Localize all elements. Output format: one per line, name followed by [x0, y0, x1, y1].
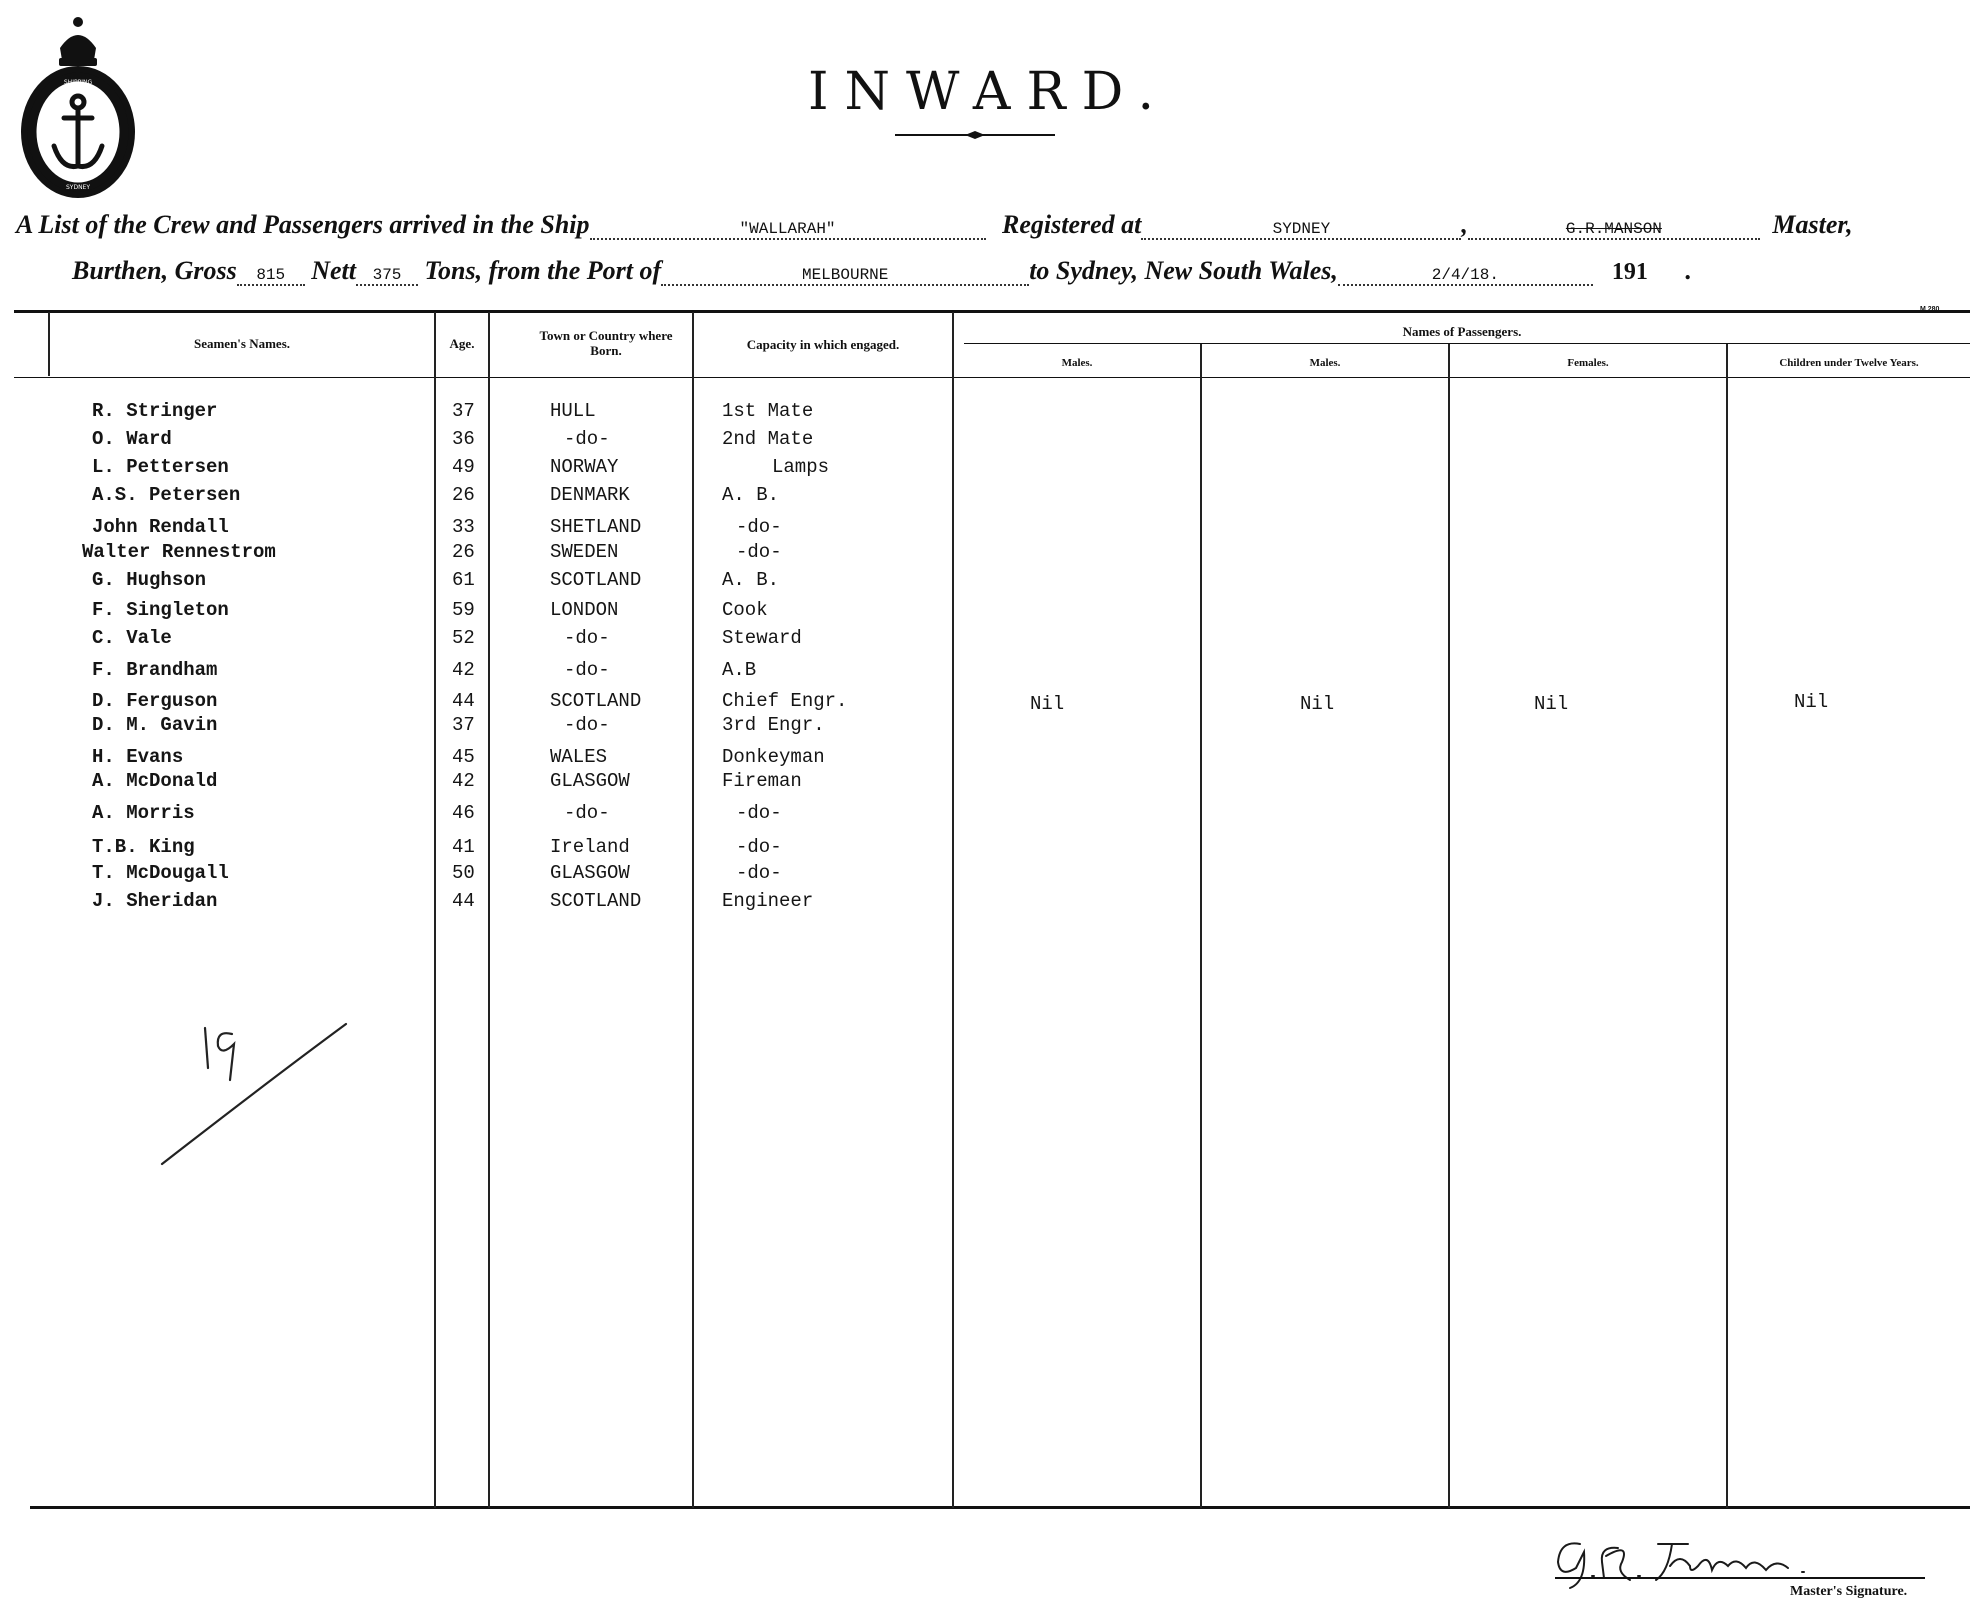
seaman-capacity: Lamps — [772, 456, 830, 478]
seaman-name: F. Singleton — [92, 599, 229, 621]
registered-port-field: SYDNEY — [1141, 220, 1461, 240]
passengers-males-2-value: Nil — [1300, 693, 1335, 715]
passenger-group-rule — [964, 343, 1970, 344]
seaman-capacity: -do- — [736, 541, 782, 563]
col-header-age: Age. — [449, 336, 475, 351]
seaman-age: 37 — [452, 400, 475, 422]
burthen-label: Burthen, Gross — [72, 256, 237, 285]
seaman-capacity: -do- — [736, 516, 782, 538]
seaman-name: C. Vale — [92, 627, 172, 649]
seaman-age: 45 — [452, 746, 475, 768]
seaman-age: 49 — [452, 456, 475, 478]
seaman-birthplace: DENMARK — [550, 484, 630, 506]
seaman-age: 61 — [452, 569, 475, 591]
seaman-birthplace: GLASGOW — [550, 770, 630, 792]
list-description: A List of the Crew and Passengers arrived in the Ship — [16, 210, 590, 239]
ship-name-field: "WALLARAH" — [590, 220, 986, 240]
seaman-birthplace: SCOTLAND — [550, 690, 642, 712]
seaman-capacity: -do- — [736, 862, 782, 884]
seaman-name: L. Pettersen — [92, 456, 229, 478]
seaman-age: 44 — [452, 890, 475, 912]
seaman-birthplace: SCOTLAND — [550, 569, 642, 591]
seaman-capacity: A.B — [722, 659, 757, 681]
seaman-age: 50 — [452, 862, 475, 884]
gross-tons-field: 815 — [237, 266, 305, 286]
page-title: INWARD. — [808, 62, 1170, 122]
seaman-birthplace: -do- — [564, 659, 610, 681]
seaman-name: John Rendall — [92, 516, 229, 538]
col-rule — [1448, 344, 1450, 1508]
seaman-capacity: 1st Mate — [722, 400, 814, 422]
seaman-capacity: A. B. — [722, 484, 780, 506]
header-bottom-rule — [14, 377, 1970, 378]
seaman-name: J. Sheridan — [92, 890, 218, 912]
svg-text:SHIPPING: SHIPPING — [63, 79, 93, 86]
col-header-seamen-names: Seamen's Names. — [193, 336, 291, 351]
seaman-age: 33 — [452, 516, 475, 538]
seaman-birthplace: WALES — [550, 746, 608, 768]
col-header-males-1: Males. — [1061, 357, 1093, 369]
tons-from-port-label: Tons, from the Port of — [424, 256, 662, 285]
year-field: 191 — [1611, 259, 1648, 285]
seaman-name: F. Brandham — [92, 659, 218, 681]
to-sydney-label: to Sydney, New South Wales, — [1029, 256, 1338, 285]
seaman-name: A.S. Petersen — [92, 484, 241, 506]
header-line-2 — [72, 256, 1692, 286]
passengers-children-value: Nil — [1794, 691, 1829, 713]
seaman-birthplace: Ireland — [550, 836, 630, 858]
col-header-males-2: Males. — [1309, 357, 1341, 369]
seaman-capacity: 2nd Mate — [722, 428, 814, 450]
nett-tons-field: 375 — [356, 266, 418, 286]
col-rule — [1726, 344, 1728, 1508]
seaman-capacity: Chief Engr. — [722, 690, 848, 712]
seaman-name: D. Ferguson — [92, 690, 218, 712]
seaman-age: 42 — [452, 659, 475, 681]
seaman-capacity: Donkeyman — [722, 746, 825, 768]
seaman-birthplace: -do- — [564, 714, 610, 736]
table-bottom-rule — [30, 1506, 1970, 1509]
registered-label: Registered at — [1002, 210, 1142, 239]
seaman-capacity: 3rd Engr. — [722, 714, 825, 736]
seaman-age: 36 — [452, 428, 475, 450]
year-dot: . — [1685, 256, 1692, 285]
seaman-age: 46 — [452, 802, 475, 824]
seaman-birthplace: -do- — [564, 627, 610, 649]
seaman-age: 37 — [452, 714, 475, 736]
seaman-birthplace: LONDON — [550, 599, 619, 621]
seaman-birthplace: -do- — [564, 428, 610, 450]
master-name-field: G.R.MANSON — [1468, 220, 1760, 240]
seaman-capacity: Engineer — [722, 890, 814, 912]
seaman-capacity: -do- — [736, 836, 782, 858]
seaman-name: A. McDonald — [92, 770, 218, 792]
seaman-capacity: Fireman — [722, 770, 802, 792]
col-header-capacity: Capacity in which engaged. — [746, 337, 900, 352]
seaman-birthplace: GLASGOW — [550, 862, 630, 884]
signature-rule — [1555, 1577, 1925, 1579]
seaman-capacity: -do- — [736, 802, 782, 824]
seaman-name: Walter Rennestrom — [82, 541, 276, 563]
col-header-children: Children under Twelve Years. — [1779, 357, 1919, 369]
seaman-birthplace: NORWAY — [550, 456, 619, 478]
seaman-age: 41 — [452, 836, 475, 858]
seaman-capacity: Steward — [722, 627, 802, 649]
seaman-name: A. Morris — [92, 802, 195, 824]
col-header-females: Females. — [1567, 357, 1609, 369]
masters-signature-label: Master's Signature. — [1790, 1584, 1908, 1599]
seaman-birthplace: -do- — [564, 802, 610, 824]
seaman-capacity: A. B. — [722, 569, 780, 591]
seaman-age: 52 — [452, 627, 475, 649]
seaman-birthplace: SWEDEN — [550, 541, 619, 563]
seaman-name: T. McDougall — [92, 862, 229, 884]
seaman-age: 42 — [452, 770, 475, 792]
header-line-1 — [16, 210, 1853, 240]
col-rule — [692, 312, 694, 1508]
passengers-males-1-value: Nil — [1030, 693, 1065, 715]
seaman-birthplace: SCOTLAND — [550, 890, 642, 912]
from-port-field: MELBOURNE — [661, 266, 1029, 286]
seaman-age: 26 — [452, 484, 475, 506]
seaman-name: G. Hughson — [92, 569, 207, 591]
col-header-town: Town or Country where Born. — [539, 328, 673, 358]
seaman-name: R. Stringer — [92, 400, 218, 422]
seaman-age: 44 — [452, 690, 475, 712]
seaman-capacity: Cook — [722, 599, 768, 621]
seaman-name: T.B. King — [92, 836, 195, 858]
seaman-name: O. Ward — [92, 428, 172, 450]
title-ornament-rule — [895, 130, 1055, 140]
passengers-females-value: Nil — [1534, 693, 1569, 715]
seaman-age: 26 — [452, 541, 475, 563]
seaman-name: D. M. Gavin — [92, 714, 218, 736]
master-label: Master, — [1772, 210, 1853, 239]
col-rule — [1200, 344, 1202, 1508]
seaman-name: H. Evans — [92, 746, 184, 768]
seaman-age: 59 — [452, 599, 475, 621]
col-header-names-of-passengers: Names of Passengers. — [1402, 324, 1522, 339]
seaman-birthplace: HULL — [550, 400, 596, 422]
date-field: 2/4/18. — [1338, 266, 1593, 286]
seaman-birthplace: SHETLAND — [550, 516, 642, 538]
nett-label: Nett — [311, 256, 356, 285]
col-rule — [434, 312, 436, 1508]
col-rule — [488, 312, 490, 1508]
svg-text:SYDNEY: SYDNEY — [65, 184, 91, 191]
comma: , — [1461, 210, 1468, 239]
handwritten-count-annotation — [150, 1010, 360, 1180]
table-top-rule — [14, 310, 1970, 313]
col-rule — [952, 312, 954, 1508]
